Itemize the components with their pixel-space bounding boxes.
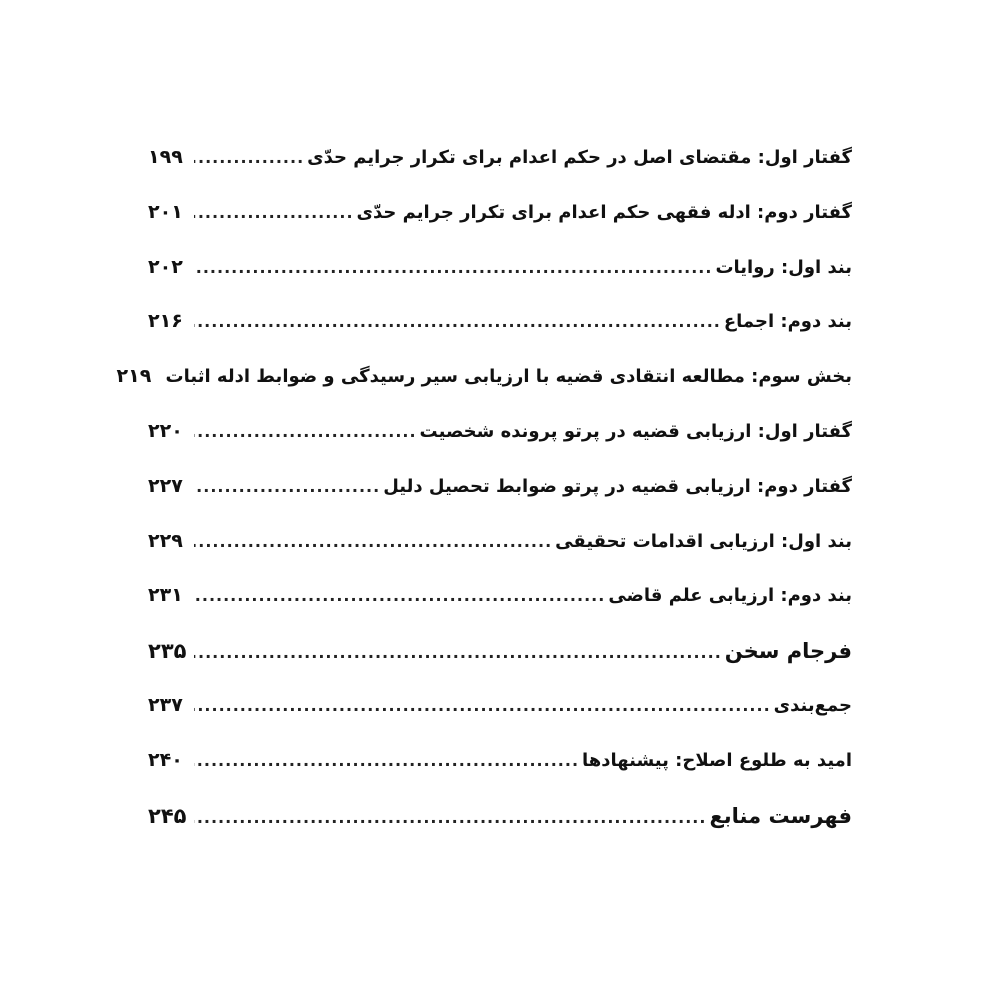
toc-entry-page: ۲۰۱: [148, 200, 183, 223]
toc-entry-title: گفتار اول: ارزیابی قضیه در پرتو پرونده شخصیت: [419, 420, 852, 442]
toc-entry-title: بند دوم: ارزیابی علم قاضی: [608, 585, 852, 607]
toc-entry-page: ۲۲۹: [148, 529, 183, 552]
toc-entry-page: ۲۱۹: [116, 365, 152, 388]
toc-entry-page: ۲۱۶: [148, 310, 183, 333]
toc-entry-title: گفتار اول: مقتضای اصل در حکم اعدام برای تکرار جرایم حدّی: [307, 147, 852, 168]
toc-leader-dots: [194, 751, 579, 770]
toc-entry-title: جمع‌بندی: [773, 694, 852, 716]
toc-entry-title: گفتار دوم: ارزیابی قضیه در پرتو ضوابط تحصیل دلیل: [383, 475, 852, 497]
toc-entry: [148, 688, 852, 743]
toc-leader-dots: [194, 643, 722, 662]
toc-entry-title: فهرست منابع: [709, 803, 852, 828]
toc-entry-major: [148, 798, 852, 853]
toc-entry-page: ۲۲۰: [148, 419, 183, 442]
toc-entry: [148, 195, 852, 250]
toc-entry-title: امید به طلوع اصلاح: پیشنهادها: [582, 749, 852, 771]
toc-entry: [148, 469, 852, 524]
toc-leader-dots: [194, 477, 380, 496]
toc-leader-dots: [194, 532, 552, 551]
toc-entry-page: ۲۳۵: [148, 639, 187, 664]
toc-entry: [148, 578, 852, 633]
toc-leader-dots: [194, 203, 354, 222]
toc-entry-title: بند دوم: اجماع: [723, 311, 852, 333]
toc-entry-page: ۲۴۵: [148, 803, 187, 828]
toc-leader-dots: [194, 148, 304, 167]
toc-entry: [116, 359, 852, 414]
toc-entry-page: ۲۲۷: [148, 474, 183, 497]
toc-entry-title: بند اول: ارزیابی اقدامات تحقیقی: [555, 530, 852, 552]
toc-entry: [148, 250, 852, 305]
toc-entry-title: گفتار دوم: ادله فقهی حکم اعدام برای تکرار جرایم حدّی: [356, 201, 852, 223]
toc-entry-title: بخش سوم: مطالعه انتقادی قضیه با ارزیابی سیر رسیدگی و ضوابط ادله اثبات: [165, 366, 852, 388]
toc-entry: [148, 524, 852, 579]
toc-leader-dots: [194, 808, 706, 827]
toc-entry: [148, 140, 852, 195]
toc-leader-dots: [194, 422, 417, 441]
toc-leader-dots: [194, 258, 712, 277]
toc-entry: [148, 743, 852, 798]
toc-entry-title: فرجام سخن: [724, 639, 852, 664]
toc-entry-page: ۲۳۱: [148, 584, 183, 607]
toc-entry-title: بند اول: روایات: [715, 256, 852, 278]
toc-leader-dots: [194, 312, 721, 331]
toc-entry-page: ۲۳۷: [148, 693, 183, 716]
table-of-contents: [116, 140, 852, 852]
toc-entry-page: ۱۹۹: [148, 146, 183, 168]
toc-entry-page: ۲۴۰: [148, 748, 183, 771]
toc-entry: [148, 414, 852, 469]
toc-entry: [148, 304, 852, 359]
toc-entry-page: ۲۰۲: [148, 255, 183, 278]
toc-entry-major: [148, 633, 852, 688]
toc-leader-dots: [194, 696, 771, 715]
toc-leader-dots: [194, 586, 605, 605]
